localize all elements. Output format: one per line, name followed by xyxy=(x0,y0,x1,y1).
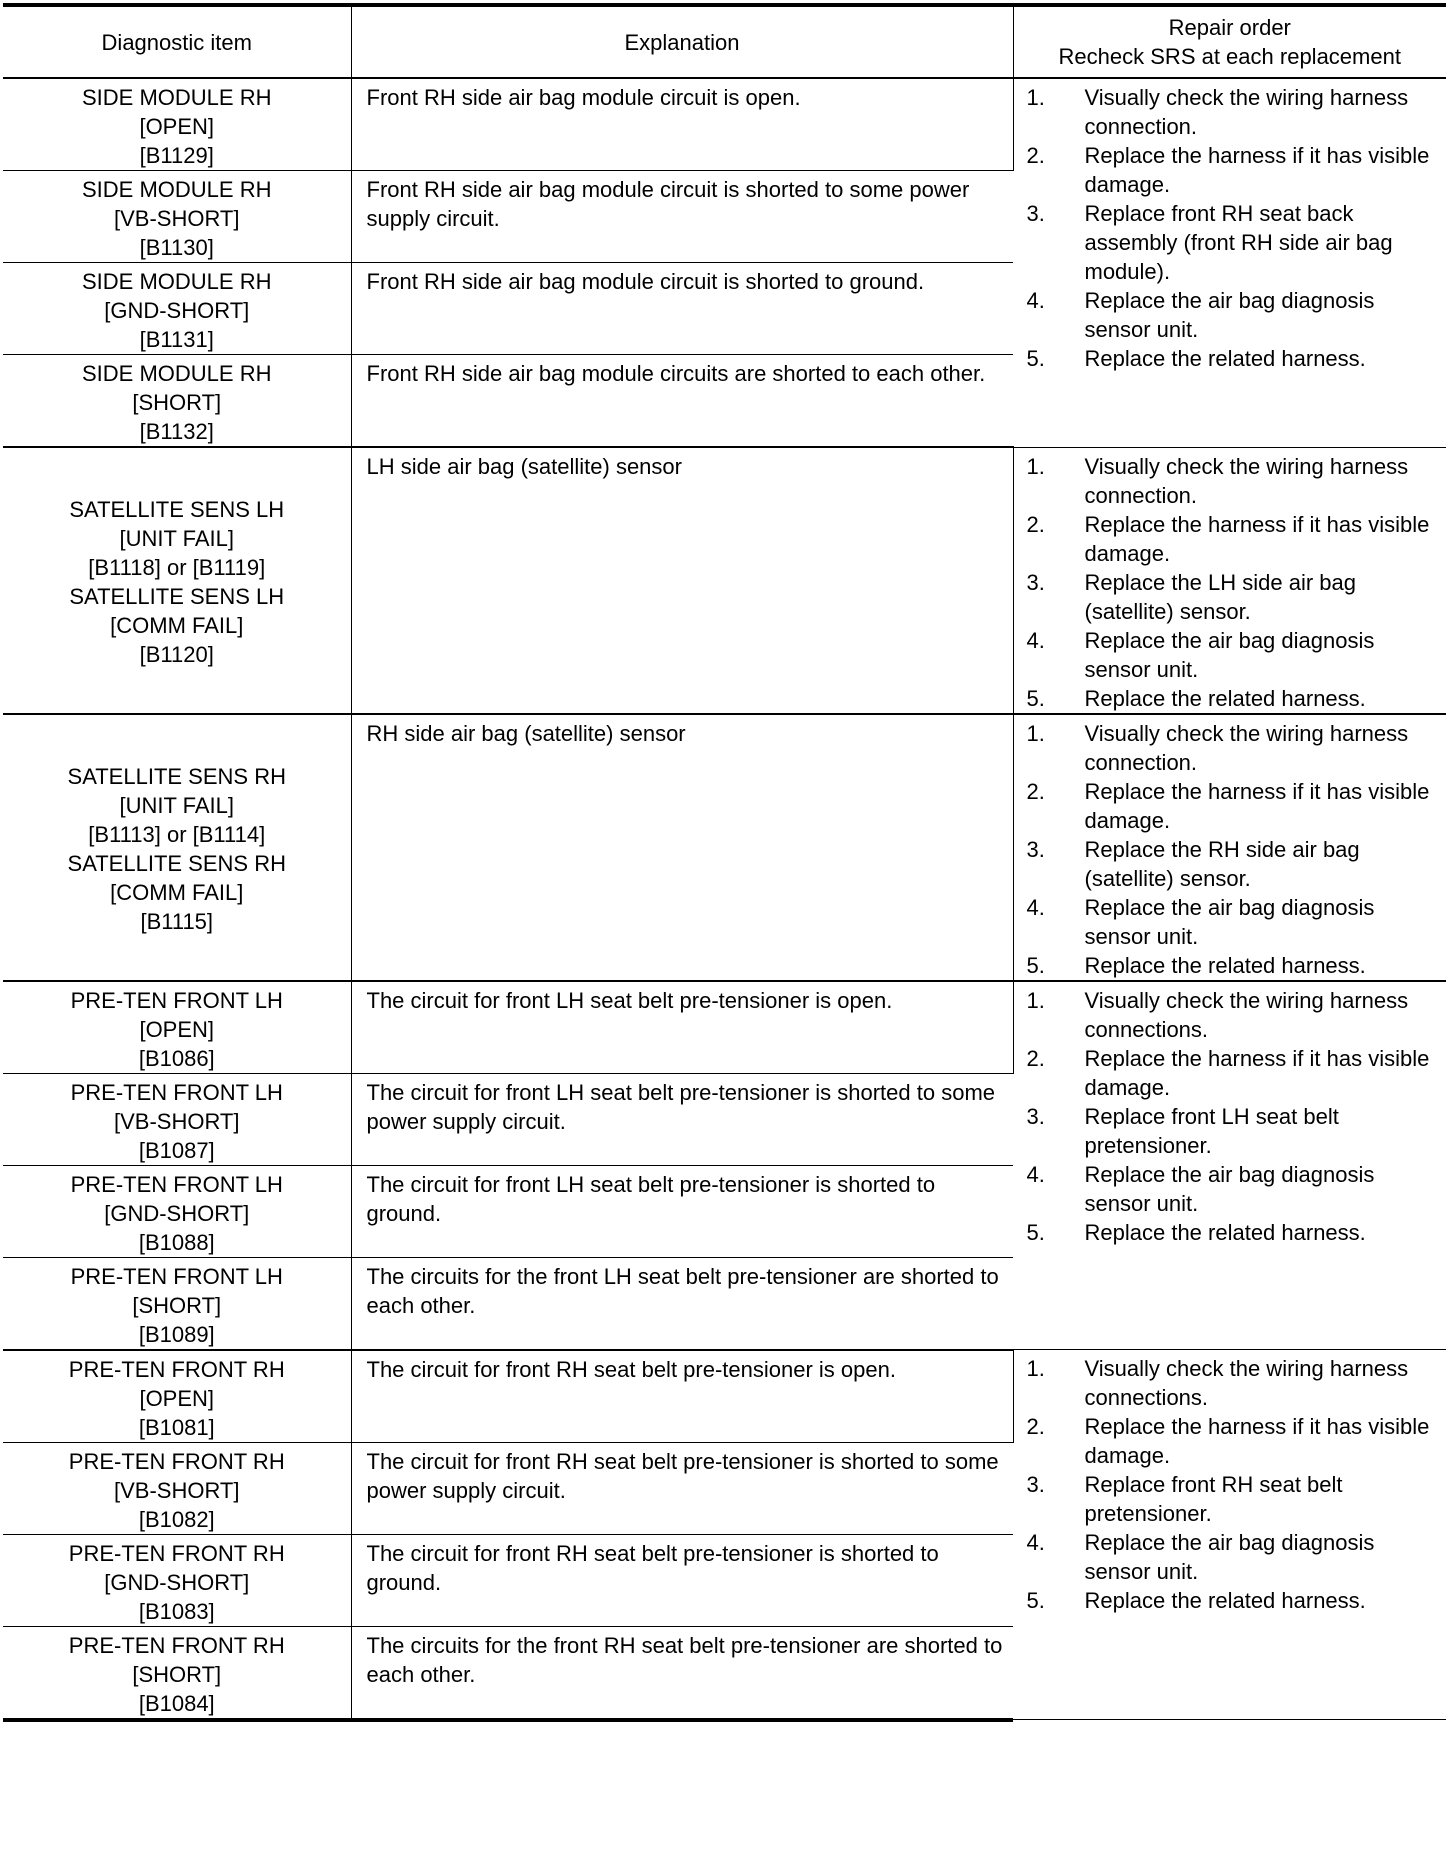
diagnostic-item-line: PRE-TEN FRONT RH xyxy=(68,1356,285,1382)
repair-step-number: 5. xyxy=(1026,685,1045,711)
diagnostic-item-cell xyxy=(3,714,351,981)
explanation-text: The circuit for front RH seat belt pre-tensioner is shorted to some power supply circuit. xyxy=(366,1448,999,1503)
explanation-text: Front RH side air bag module circuits are shorted to each other. xyxy=(366,361,986,386)
repair-step xyxy=(1027,986,1441,1044)
repair-step-text: Replace the related harness. xyxy=(1084,346,1366,371)
table-body xyxy=(3,78,1446,1720)
repair-step-number: 5. xyxy=(1026,1588,1045,1613)
repair-step-text: Replace the air bag diagnosis sensor unit. xyxy=(1084,894,1375,949)
diagnostic-item-line: [VB-SHORT] xyxy=(113,1477,240,1503)
explanation-cell xyxy=(351,263,1013,355)
repair-steps-list xyxy=(1027,719,1441,980)
explanation-cell xyxy=(351,1442,1013,1534)
repair-step-number: 2. xyxy=(1026,143,1045,168)
diagnostic-item-cell xyxy=(3,1534,351,1626)
table-row xyxy=(3,981,1446,1074)
repair-step-number: 3. xyxy=(1026,1103,1045,1129)
repair-step xyxy=(1027,568,1441,626)
explanation-text: The circuits for the front RH seat belt pre-tensioner are shorted to each other. xyxy=(366,1632,1003,1687)
repair-step-text: Replace the harness if it has visible damage. xyxy=(1084,511,1430,566)
explanation-text: Front RH side air bag module circuit is shorted to some power supply circuit. xyxy=(366,177,970,231)
diagnostic-item-cell xyxy=(3,981,351,1074)
repair-step-text: Replace the air bag diagnosis sensor unit. xyxy=(1084,288,1375,342)
repair-steps-list xyxy=(1027,452,1441,713)
repair-step-text: Replace the related harness. xyxy=(1084,685,1366,711)
repair-order-cell xyxy=(1013,447,1446,714)
repair-step-text: Replace the related harness. xyxy=(1084,1588,1366,1613)
explanation-cell xyxy=(351,1350,1013,1443)
repair-step xyxy=(1027,835,1441,893)
repair-step xyxy=(1027,510,1441,568)
diagnostic-item-line: [B1084] xyxy=(138,1690,215,1716)
repair-step-number: 3. xyxy=(1026,1472,1045,1497)
repair-step-text: Replace front LH seat belt pretensioner. xyxy=(1084,1103,1339,1158)
repair-step-number: 4. xyxy=(1026,627,1045,653)
diagnostic-item-line: SATELLITE SENS RH xyxy=(67,764,286,789)
header-repair-order xyxy=(1013,5,1446,78)
explanation-text: The circuit for front RH seat belt pre-tensioner is open. xyxy=(366,1356,896,1382)
repair-step xyxy=(1027,83,1441,141)
repair-step xyxy=(1027,1412,1441,1470)
repair-step-text: Replace the air bag diagnosis sensor unit. xyxy=(1084,627,1375,682)
diagnostic-item-line: [GND-SHORT] xyxy=(104,298,250,323)
diagnostic-item-cell xyxy=(3,355,351,448)
repair-step-text: Visually check the wiring harness connection. xyxy=(1084,453,1409,508)
diagnostic-item-line: PRE-TEN FRONT RH xyxy=(68,1540,285,1566)
diagnostic-item-line: SIDE MODULE RH xyxy=(82,361,272,386)
explanation-text: The circuit for front LH seat belt pre-tensioner is open. xyxy=(366,987,893,1013)
repair-step xyxy=(1027,141,1441,199)
explanation-cell xyxy=(351,355,1013,448)
diagnostic-item-line: [B1132] xyxy=(139,419,214,444)
explanation-text: The circuit for front LH seat belt pre-tensioner is shorted to ground. xyxy=(366,1171,936,1226)
repair-step xyxy=(1027,286,1441,344)
repair-step-text: Replace front RH seat belt pretensioner. xyxy=(1084,1472,1343,1526)
explanation-cell xyxy=(351,714,1013,981)
diagnostic-item-line: [B1081] xyxy=(138,1414,215,1440)
diagnostic-item-line: PRE-TEN FRONT LH xyxy=(70,1263,283,1289)
repair-step-text: Replace the related harness. xyxy=(1084,1219,1366,1245)
diagnostic-item-line: [OPEN] xyxy=(139,1385,215,1411)
diagnostic-item-line: SIDE MODULE RH xyxy=(82,269,272,294)
repair-step-number: 2. xyxy=(1026,1414,1045,1439)
diagnostic-item-cell xyxy=(3,1073,351,1165)
diagnostic-item-line: [SHORT] xyxy=(132,390,222,415)
diagnostic-item-line: PRE-TEN FRONT RH xyxy=(68,1632,285,1658)
diagnostic-item-line: PRE-TEN FRONT LH xyxy=(70,1079,283,1105)
diagnostic-table xyxy=(3,3,1446,1722)
repair-step-number: 1. xyxy=(1026,720,1045,746)
repair-step-number: 4. xyxy=(1026,894,1045,920)
repair-step xyxy=(1027,452,1441,510)
repair-step xyxy=(1027,1102,1441,1160)
repair-step-text: Replace the harness if it has visible damage. xyxy=(1084,1414,1430,1468)
diagnostic-item-line: [GND-SHORT] xyxy=(104,1569,250,1595)
diagnostic-item-line: [B1118] or [B1119] xyxy=(88,555,266,581)
repair-steps-list xyxy=(1027,986,1441,1247)
diagnostic-item-cell xyxy=(3,263,351,355)
diagnostic-item-line: [OPEN] xyxy=(139,114,215,139)
explanation-text: LH side air bag (satellite) sensor xyxy=(366,454,682,479)
diagnostic-item-line: [B1130] xyxy=(139,235,214,260)
repair-step-number: 4. xyxy=(1026,288,1045,313)
repair-step-text: Replace the harness if it has visible damage. xyxy=(1084,1045,1430,1100)
diagnostic-item-line: SATELLITE SENS RH xyxy=(67,851,286,876)
table-row xyxy=(3,447,1446,714)
repair-step-number: 3. xyxy=(1026,569,1045,595)
repair-step-number: 2. xyxy=(1026,511,1045,537)
explanation-cell xyxy=(351,1626,1013,1720)
diagnostic-item-line: [B1088] xyxy=(138,1229,215,1255)
repair-step-number: 4. xyxy=(1026,1161,1045,1187)
diagnostic-item-line: [UNIT FAIL] xyxy=(119,793,234,818)
repair-step xyxy=(1027,1354,1441,1412)
explanation-cell xyxy=(351,1534,1013,1626)
diagnostic-item-line: SATELLITE SENS LH xyxy=(69,497,285,523)
explanation-text: The circuit for front RH seat belt pre-tensioner is shorted to ground. xyxy=(366,1540,939,1595)
diagnostic-item-line: [SHORT] xyxy=(132,1292,222,1318)
explanation-cell xyxy=(351,1073,1013,1165)
diagnostic-item-line: [B1087] xyxy=(138,1137,215,1163)
repair-step-number: 3. xyxy=(1026,201,1045,226)
diagnostic-item-line: [COMM FAIL] xyxy=(110,880,244,905)
repair-order-cell xyxy=(1013,78,1446,447)
repair-step-number: 5. xyxy=(1026,346,1045,371)
repair-step-text: Replace the LH side air bag (satellite) sensor. xyxy=(1084,569,1356,624)
repair-step xyxy=(1027,893,1441,951)
diagnostic-item-line: [COMM FAIL] xyxy=(110,613,244,639)
repair-step xyxy=(1027,684,1441,713)
repair-step-text: Replace front RH seat back assembly (front RH side air bag module). xyxy=(1084,201,1393,284)
diagnostic-item-line: [GND-SHORT] xyxy=(104,1200,250,1226)
repair-step-text: Visually check the wiring harness connections. xyxy=(1084,987,1409,1042)
repair-step xyxy=(1027,777,1441,835)
repair-step-number: 2. xyxy=(1026,1045,1045,1071)
repair-step-text: Replace the RH side air bag (satellite) sensor. xyxy=(1084,836,1360,891)
repair-step-text: Replace the harness if it has visible damage. xyxy=(1084,143,1430,197)
table-row xyxy=(3,714,1446,981)
diagnostic-item-cell xyxy=(3,171,351,263)
table-header xyxy=(3,5,1446,78)
header-repair-order-line2: Recheck SRS at each replacement xyxy=(1058,44,1401,69)
diagnostic-item-line: [B1129] xyxy=(139,143,214,168)
diagnostic-item-cell xyxy=(3,1257,351,1350)
repair-step-text: Visually check the wiring harness connection. xyxy=(1084,720,1409,775)
explanation-text: The circuits for the front LH seat belt pre-tensioner are shorted to each other. xyxy=(366,1263,999,1318)
repair-step-number: 1. xyxy=(1026,1356,1045,1381)
repair-step-number: 4. xyxy=(1026,1530,1045,1555)
explanation-text: Front RH side air bag module circuit is shorted to ground. xyxy=(366,269,925,294)
diagnostic-item-line: PRE-TEN FRONT RH xyxy=(68,1448,285,1474)
repair-step-text: Visually check the wiring harness connections. xyxy=(1084,1356,1409,1410)
diagnostic-item-line: [UNIT FAIL] xyxy=(119,526,234,552)
repair-step xyxy=(1027,1528,1441,1586)
diagnostic-item-line: SIDE MODULE RH xyxy=(82,85,272,110)
explanation-text: Front RH side air bag module circuit is open. xyxy=(366,85,801,110)
diagnostic-item-line: [B1089] xyxy=(138,1321,215,1347)
repair-step-number: 2. xyxy=(1026,778,1045,804)
table-row xyxy=(3,78,1446,171)
explanation-cell xyxy=(351,1257,1013,1350)
diagnostic-item-line: [B1113] or [B1114] xyxy=(88,822,266,847)
diagnostic-item-line: [SHORT] xyxy=(132,1661,222,1687)
diagnostic-item-line: PRE-TEN FRONT LH xyxy=(70,1171,283,1197)
explanation-cell xyxy=(351,1165,1013,1257)
diagnostic-item-line: [OPEN] xyxy=(139,1016,215,1042)
diagnostic-item-line: PRE-TEN FRONT LH xyxy=(70,987,283,1013)
explanation-cell xyxy=(351,78,1013,171)
diagnostic-item-line: [B1082] xyxy=(138,1506,215,1532)
explanation-cell xyxy=(351,171,1013,263)
repair-steps-list xyxy=(1027,83,1441,373)
header-diagnostic-item: Diagnostic item xyxy=(3,5,351,78)
header-repair-order-line1: Repair order xyxy=(1168,15,1291,40)
diagnostic-item-cell xyxy=(3,1350,351,1443)
diagnostic-item-line: [VB-SHORT] xyxy=(113,206,240,231)
repair-order-cell xyxy=(1013,981,1446,1350)
repair-step-number: 5. xyxy=(1026,952,1045,978)
repair-step-text: Replace the air bag diagnosis sensor unit. xyxy=(1084,1530,1375,1584)
repair-step-text: Replace the air bag diagnosis sensor unit. xyxy=(1084,1161,1375,1216)
repair-order-cell xyxy=(1013,714,1446,981)
repair-step xyxy=(1027,626,1441,684)
header-explanation: Explanation xyxy=(351,5,1013,78)
diagnostic-item-line: [B1086] xyxy=(138,1045,215,1071)
repair-step xyxy=(1027,344,1441,373)
repair-step-number: 3. xyxy=(1026,836,1045,862)
diagnostic-item-line: [B1115] xyxy=(140,909,214,934)
repair-step-number: 1. xyxy=(1026,85,1045,110)
repair-step xyxy=(1027,1160,1441,1218)
table-row xyxy=(3,1350,1446,1443)
repair-steps-list xyxy=(1027,1354,1441,1615)
repair-step xyxy=(1027,1044,1441,1102)
repair-step-text: Visually check the wiring harness connection. xyxy=(1084,85,1409,139)
diagnostic-item-cell xyxy=(3,78,351,171)
diagnostic-item-cell xyxy=(3,1626,351,1720)
diagnostic-item-line: SIDE MODULE RH xyxy=(82,177,272,202)
repair-step xyxy=(1027,1218,1441,1247)
diagnostic-item-cell xyxy=(3,1442,351,1534)
explanation-cell xyxy=(351,447,1013,714)
explanation-text: RH side air bag (satellite) sensor xyxy=(366,720,686,746)
repair-step xyxy=(1027,1586,1441,1615)
repair-step-text: Replace the related harness. xyxy=(1084,952,1366,978)
repair-order-cell xyxy=(1013,1350,1446,1720)
diagnostic-item-line: [B1131] xyxy=(139,327,214,352)
diagnostic-item-line: [B1120] xyxy=(139,642,214,668)
repair-step xyxy=(1027,719,1441,777)
repair-step-number: 5. xyxy=(1026,1219,1045,1245)
explanation-cell xyxy=(351,981,1013,1074)
repair-step-number: 1. xyxy=(1026,453,1045,479)
repair-step xyxy=(1027,199,1441,286)
repair-step-text: Replace the harness if it has visible damage. xyxy=(1084,778,1430,833)
repair-step xyxy=(1027,951,1441,980)
repair-step xyxy=(1027,1470,1441,1528)
diagnostic-item-cell xyxy=(3,1165,351,1257)
diagnostic-item-line: [B1083] xyxy=(138,1598,215,1624)
repair-step-number: 1. xyxy=(1026,987,1045,1013)
explanation-text: The circuit for front LH seat belt pre-tensioner is shorted to some power supply circuit. xyxy=(366,1079,996,1134)
diagnostic-item-line: [VB-SHORT] xyxy=(113,1108,240,1134)
diagnostic-item-line: SATELLITE SENS LH xyxy=(69,584,285,610)
diagnostic-item-cell xyxy=(3,447,351,714)
